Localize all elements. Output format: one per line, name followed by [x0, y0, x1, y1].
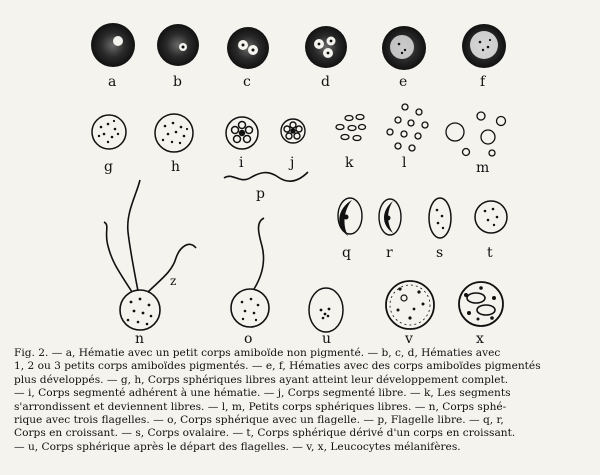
label-l: l: [402, 155, 407, 171]
label-v: v: [405, 331, 413, 345]
caption-line: Fig. 2. — a, Hématie avec un petit corps amiboïde non pigmenté. — b, c, d, Hématies avec: [14, 347, 501, 359]
cell-u: [309, 288, 343, 332]
cell-f: [462, 24, 506, 68]
label-k: k: [345, 155, 354, 171]
caption-line: Corps en croissant. — s, Corps ovalaire. — t, Corps sphérique dérivé d'un corps en croissant.: [14, 427, 516, 440]
label-n: n: [135, 331, 145, 345]
caption-line: — u, Corps sphérique après le départ des flagelles. — v, x, Leucocytes mélanifères.: [14, 440, 461, 453]
label-u: u: [322, 331, 332, 345]
cell-r: [379, 199, 401, 235]
label-g: g: [104, 159, 113, 175]
label-f: f: [480, 74, 486, 90]
cell-k: [336, 115, 366, 141]
label-a: a: [108, 74, 117, 90]
cell-t: [475, 201, 507, 233]
label-m: m: [476, 160, 490, 176]
cell-n: [104, 180, 196, 330]
cell-b: [157, 24, 199, 66]
cell-j: [281, 119, 305, 143]
label-d: d: [321, 74, 330, 90]
label-c: c: [243, 74, 251, 90]
caption-line: plus développés. — g, h, Corps sphériques libres ayant atteint leur développement complet.: [14, 373, 509, 386]
label-h: h: [171, 159, 181, 175]
label-e: e: [399, 74, 408, 90]
label-j: j: [290, 155, 295, 171]
label-p: p: [256, 186, 265, 202]
caption-line: rique avec trois flagelles. — o, Corps sphérique avec un flagelle. — p, Flagelle libre. — q, r,: [14, 414, 504, 427]
cell-c: [227, 27, 269, 69]
cell-g: [92, 115, 126, 149]
cell-o: [231, 218, 269, 327]
cell-a: [91, 23, 135, 67]
cell-e: [382, 26, 426, 70]
flagellum-p: [224, 172, 308, 181]
label-s: s: [436, 245, 444, 261]
cell-d: [305, 26, 347, 68]
cell-s: [429, 198, 451, 238]
label-q: q: [342, 245, 351, 261]
cell-q: [338, 198, 362, 236]
label-b: b: [173, 74, 182, 90]
figure-caption: [14, 347, 588, 454]
cell-x: [459, 282, 503, 326]
cell-i: [226, 117, 258, 149]
label-i: i: [239, 155, 244, 171]
cell-h: [155, 114, 193, 152]
label-o: o: [244, 331, 253, 345]
label-t: t: [487, 245, 493, 261]
cell-v: [386, 281, 434, 329]
label-x: x: [476, 331, 484, 345]
label-z: z: [170, 274, 177, 288]
caption-line: 1, 2 ou 3 petits corps amiboïdes pigmentés. — e, f, Hématies avec des corps amiboïdes pigmentés: [14, 360, 541, 373]
caption-line: s'arrondissent et deviennent libres. — l, m, Petits corps sphériques libres. — n, Corps sphé-: [14, 400, 507, 413]
label-r: r: [386, 245, 393, 261]
cell-l: [387, 104, 428, 151]
caption-line: — i, Corps segmenté adhérent à une hématie. — j, Corps segmenté libre. — k, Les segments: [14, 387, 511, 400]
cell-m: [446, 112, 506, 156]
